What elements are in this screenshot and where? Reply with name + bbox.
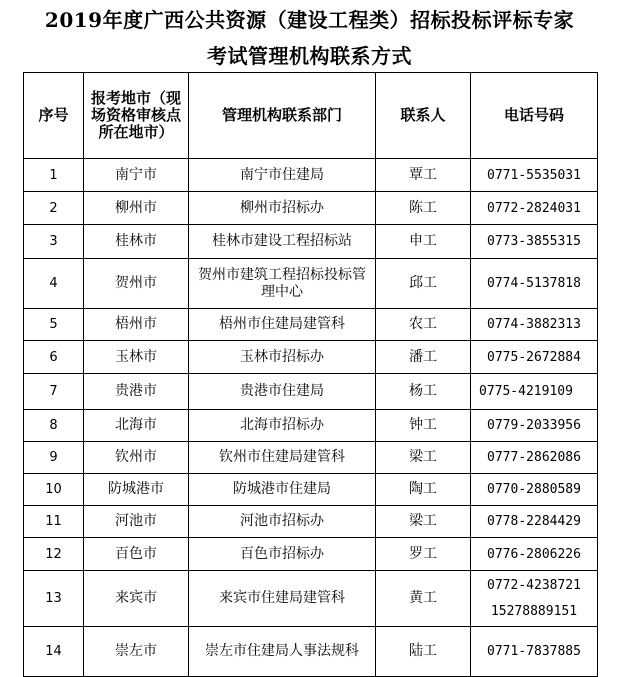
contact-cell: 申工	[376, 225, 471, 259]
phone-cell: 0771-7837885	[471, 627, 598, 677]
city-cell: 百色市	[84, 538, 189, 571]
table-row	[24, 410, 598, 442]
doc-title-line2: 考试管理机构联系方式	[207, 44, 412, 68]
dept-cell: 来宾市住建局建管科	[189, 571, 376, 627]
seq-cell: 9	[24, 442, 84, 474]
table-row	[24, 225, 598, 259]
contact-cell: 邱工	[376, 259, 471, 309]
seq-cell: 8	[24, 410, 84, 442]
phone-cell: 0778-2284429	[471, 506, 598, 538]
dept-cell: 南宁市住建局	[189, 159, 376, 192]
seq-cell: 14	[24, 627, 84, 677]
header-dept: 管理机构联系部门	[189, 73, 376, 159]
phone-cell: 0773-3855315	[471, 225, 598, 259]
header-phone: 电话号码	[471, 73, 598, 159]
city-cell: 崇左市	[84, 627, 189, 677]
table-row	[24, 442, 598, 474]
header-seq: 序号	[24, 73, 84, 159]
seq-cell: 3	[24, 225, 84, 259]
table-row	[24, 259, 598, 309]
table-row	[24, 474, 598, 506]
city-cell: 梧州市	[84, 309, 189, 341]
contact-cell: 潘工	[376, 341, 471, 374]
contact-cell: 钟工	[376, 410, 471, 442]
city-cell: 贺州市	[84, 259, 189, 309]
phone-cell: 0775-4219109	[471, 374, 598, 410]
city-cell: 北海市	[84, 410, 189, 442]
phone-cell: 0777-2862086	[471, 442, 598, 474]
phone-cell: 0772-2824031	[471, 192, 598, 225]
table-row	[24, 627, 598, 677]
seq-cell: 2	[24, 192, 84, 225]
dept-cell: 贺州市建筑工程招标投标管理中心	[189, 259, 376, 309]
phone-line: 15278889151	[490, 603, 578, 619]
dept-cell: 防城港市住建局	[189, 474, 376, 506]
dept-cell: 百色市招标办	[189, 538, 376, 571]
dept-cell: 玉林市招标办	[189, 341, 376, 374]
phone-line: 0772-4238721	[487, 577, 581, 593]
contact-table	[23, 72, 598, 677]
table-row	[24, 159, 598, 192]
contact-cell: 杨工	[376, 374, 471, 410]
contact-cell: 黄工	[376, 571, 471, 627]
phone-cell: 0774-3882313	[471, 309, 598, 341]
table-row	[24, 374, 598, 410]
city-cell: 防城港市	[84, 474, 189, 506]
dept-cell: 崇左市住建局人事法规科	[189, 627, 376, 677]
table-row	[24, 506, 598, 538]
phone-cell: 0770-2880589	[471, 474, 598, 506]
phone-cell-multi	[471, 571, 598, 627]
phone-cell: 0779-2033956	[471, 410, 598, 442]
header-contact: 联系人	[376, 73, 471, 159]
contact-cell: 梁工	[376, 506, 471, 538]
contact-cell: 陶工	[376, 474, 471, 506]
dept-cell: 北海市招标办	[189, 410, 376, 442]
dept-cell: 钦州市住建局建管科	[189, 442, 376, 474]
table-row	[24, 192, 598, 225]
city-cell: 玉林市	[84, 341, 189, 374]
seq-cell: 10	[24, 474, 84, 506]
seq-cell: 7	[24, 374, 84, 410]
table-header-row	[24, 73, 598, 159]
table-row	[24, 538, 598, 571]
table-row	[24, 341, 598, 374]
phone-cell: 0774-5137818	[471, 259, 598, 309]
dept-cell: 河池市招标办	[189, 506, 376, 538]
city-cell: 河池市	[84, 506, 189, 538]
city-cell: 来宾市	[84, 571, 189, 627]
contact-cell: 农工	[376, 309, 471, 341]
city-cell: 柳州市	[84, 192, 189, 225]
phone-cell: 0775-2672884	[471, 341, 598, 374]
contact-cell: 罗工	[376, 538, 471, 571]
phone-cell: 0771-5535031	[471, 159, 598, 192]
dept-cell: 柳州市招标办	[189, 192, 376, 225]
seq-cell: 4	[24, 259, 84, 309]
seq-cell: 13	[24, 571, 84, 627]
contact-cell: 陈工	[376, 192, 471, 225]
table-row	[24, 309, 598, 341]
dept-cell: 贵港市住建局	[189, 374, 376, 410]
city-cell: 桂林市	[84, 225, 189, 259]
seq-cell: 12	[24, 538, 84, 571]
dept-cell: 桂林市建设工程招标站	[189, 225, 376, 259]
header-area: 报考地市（现场资格审核点所在地市）	[84, 73, 189, 159]
city-cell: 钦州市	[84, 442, 189, 474]
contact-cell: 覃工	[376, 159, 471, 192]
contact-cell: 梁工	[376, 442, 471, 474]
city-cell: 贵港市	[84, 374, 189, 410]
doc-title-line1: 2019年度广西公共资源（建设工程类）招标投标评标专家	[44, 8, 575, 32]
seq-cell: 1	[24, 159, 84, 192]
seq-cell: 5	[24, 309, 84, 341]
contact-cell: 陆工	[376, 627, 471, 677]
dept-cell: 梧州市住建局建管科	[189, 309, 376, 341]
phone-cell: 0776-2806226	[471, 538, 598, 571]
city-cell: 南宁市	[84, 159, 189, 192]
seq-cell: 6	[24, 341, 84, 374]
seq-cell: 11	[24, 506, 84, 538]
table-row	[24, 571, 598, 627]
